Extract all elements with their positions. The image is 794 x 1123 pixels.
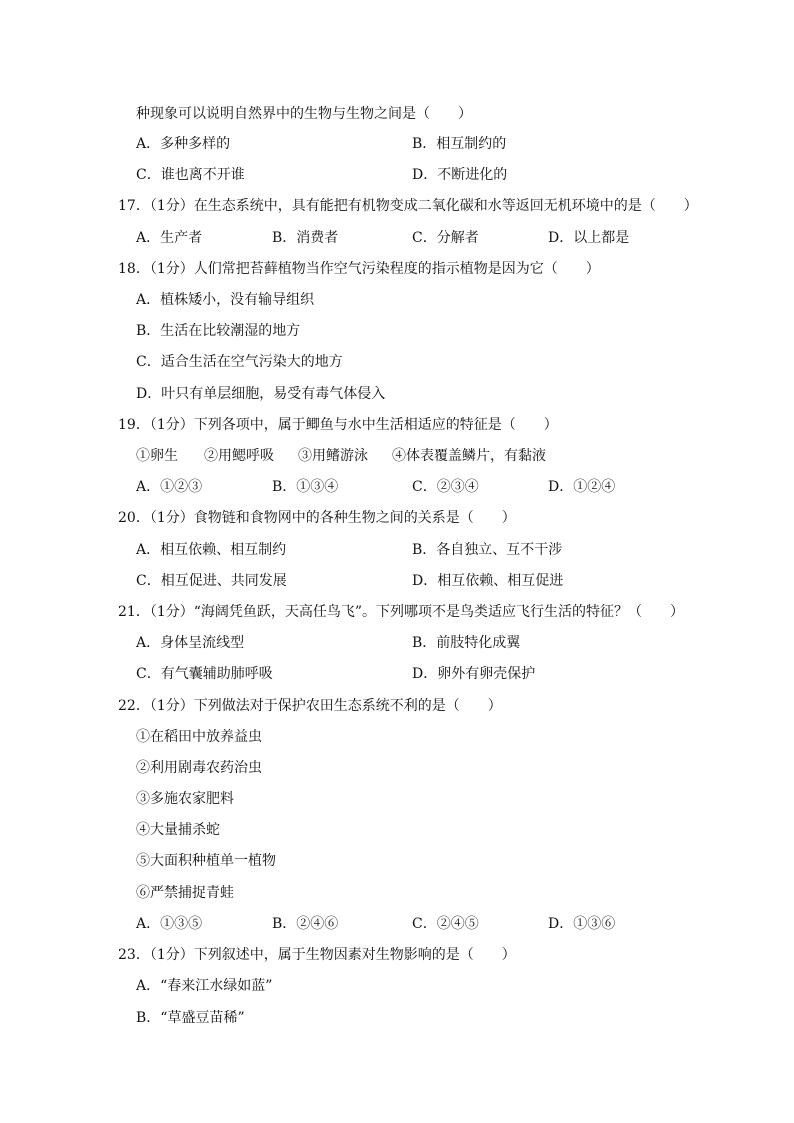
q21-option-a: A．身体呈流线型 <box>136 635 245 651</box>
q21-option-b: B．前肢特化成翼 <box>412 635 521 651</box>
q20-option-c: C．相互促进、共同发展 <box>136 573 287 589</box>
q22-option-d: D．①③⑥ <box>548 916 616 932</box>
q19-option-c: C．②③④ <box>412 479 479 495</box>
q17-option-c: C．分解者 <box>412 230 479 246</box>
q22-item-2: ②利用剧毒农药治虫 <box>136 760 262 776</box>
q22-item-5: ⑤大面积种植单一植物 <box>136 853 276 869</box>
q22-option-c: C．②④⑤ <box>412 916 479 932</box>
q23-option-a: A．“春来江水绿如蓝” <box>136 978 273 994</box>
q18-option-a: A．植株矮小，没有输导组织 <box>136 292 315 308</box>
q20-option-d: D．相互依赖、相互促进 <box>412 573 564 589</box>
q22-stem: 22．（1分）下列做法对于保护农田生态系统不利的是（ ） <box>118 698 502 714</box>
q19-item-4: ④体表覆盖鳞片，有黏液 <box>392 448 546 464</box>
q22-item-1: ①在稻田中放养益虫 <box>136 729 262 745</box>
q19-item-1: ①卵生 <box>136 448 178 464</box>
q21-option-d: D．卵外有卵壳保护 <box>412 666 536 682</box>
q17-stem: 17．（1分）在生态系统中，具有能把有机物变成二氧化碳和水等返回无机环境中的是（ ） <box>118 198 698 214</box>
q18-stem: 18．（1分）人们常把苔藓植物当作空气污染程度的指示植物是因为它（ ） <box>118 261 600 277</box>
q22-option-a: A．①③⑤ <box>136 916 203 932</box>
q19-item-3: ③用鳍游泳 <box>298 448 368 464</box>
q22-item-3: ③多施农家肥料 <box>136 791 234 807</box>
q16-option-a: A．多种多样的 <box>136 136 231 152</box>
q22-item-4: ④大量捕杀蛇 <box>136 822 220 838</box>
q21-stem: 21．（1分）“海阔凭鱼跃，天高任鸟飞”。下列哪项不是鸟类适应飞行生活的特征？（ ） <box>118 604 685 620</box>
q16-option-d: D．不断进化的 <box>412 167 508 183</box>
q19-option-d: D．①②④ <box>548 479 616 495</box>
q17-option-b: B．消费者 <box>272 230 339 246</box>
q22-item-6: ⑥严禁捕捉青蛙 <box>136 885 234 901</box>
q19-item-2: ②用鳃呼吸 <box>204 448 274 464</box>
q22-option-b: B．②④⑥ <box>272 916 339 932</box>
q19-option-a: A．①②③ <box>136 479 203 495</box>
q19-stem: 19．（1分）下列各项中，属于鲫鱼与水中生活相适应的特征是（ ） <box>118 417 558 433</box>
q18-option-c: C．适合生活在空气污染大的地方 <box>136 354 343 370</box>
q21-option-c: C．有气囊辅助肺呼吸 <box>136 666 273 682</box>
q17-option-a: A．生产者 <box>136 230 203 246</box>
q20-stem: 20．（1分）食物链和食物网中的各种生物之间的关系是（ ） <box>118 510 516 526</box>
q23-option-b: B．“草盛豆苗稀” <box>136 1010 245 1026</box>
q16-option-c: C．谁也离不开谁 <box>136 167 245 183</box>
q18-option-d: D．叶只有单层细胞，易受有毒气体侵入 <box>136 386 386 402</box>
q16-option-b: B．相互制约的 <box>412 136 507 152</box>
q16-continuation: 种现象可以说明自然界中的生物与生物之间是（ ） <box>136 106 472 122</box>
q20-option-a: A．相互依赖、相互制约 <box>136 542 287 558</box>
q18-option-b: B．生活在比较潮湿的地方 <box>136 323 301 339</box>
q19-option-b: B．①③④ <box>272 479 339 495</box>
q20-option-b: B．各自独立、互不干涉 <box>412 542 563 558</box>
q23-stem: 23．（1分）下列叙述中，属于生物因素对生物影响的是（ ） <box>118 947 516 963</box>
q17-option-d: D．以上都是 <box>548 230 630 246</box>
